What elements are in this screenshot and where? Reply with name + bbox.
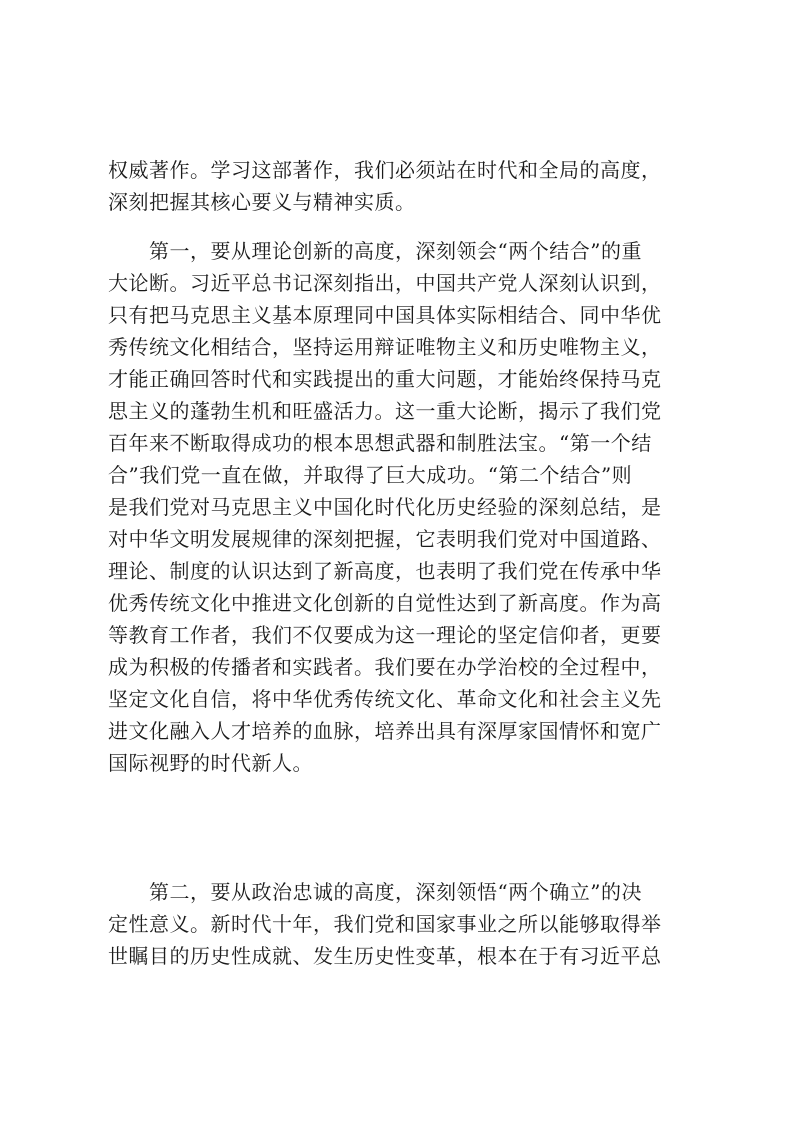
paragraph-first-point: 第一，要从理论创新的高度，深刻领会“两个结合”的重 大论断。习近平总书记深刻指出，中国共产党人深刻认识到， 只有把马克思主义基本原理同中国具体实际相结合、同中华优 秀传统文化相结合，坚持运用辩证唯物主义和历史唯物主义， 才能正确回答时代和实践提出的重大问题，才能始终保持马克 思主义的蓬勃生机和旺盛活力。这一重大论断，揭示了我们党 百年来不断取得成功的根本思想武器和制胜法宝。“第一个结 合”我们党一直在做，并取得了巨大成功。“第二个结合”则 是我们党对马克思主义中国化时代化历史经验的深刻总结，是 对中华文明发展规律的深刻把握，它表明我们党对中国道路、 理论、制度的认识达到了新高度，也表明了我们党在传承中华 优秀传统文化中推进文化创新的自觉性达到了新高度。作为高 等教育工作者，我们不仅要成为这一理论的坚定信仰者，更要 成为积极的传播者和实践者。我们要在办学治校的全过程中， 坚定文化自信，将中华优秀传统文化、革命文化和社会主义先 进文化融入人才培养的血脉，培养出具有深厚家国情怀和宽广 国际视野的时代新人。: [108, 239, 662, 775]
paragraph-intro-continuation: 权威著作。学习这部著作，我们必须站在时代和全局的高度， 深刻把握其核心要义与精神实质。: [108, 158, 662, 214]
paragraph-second-point: 第二，要从政治忠诚的高度，深刻领悟“两个确立”的决 定性意义。新时代十年，我们党和国家事业之所以能够取得举 世瞩目的历史性成就、发生历史性变革，根本在于有习近平总: [108, 880, 662, 968]
